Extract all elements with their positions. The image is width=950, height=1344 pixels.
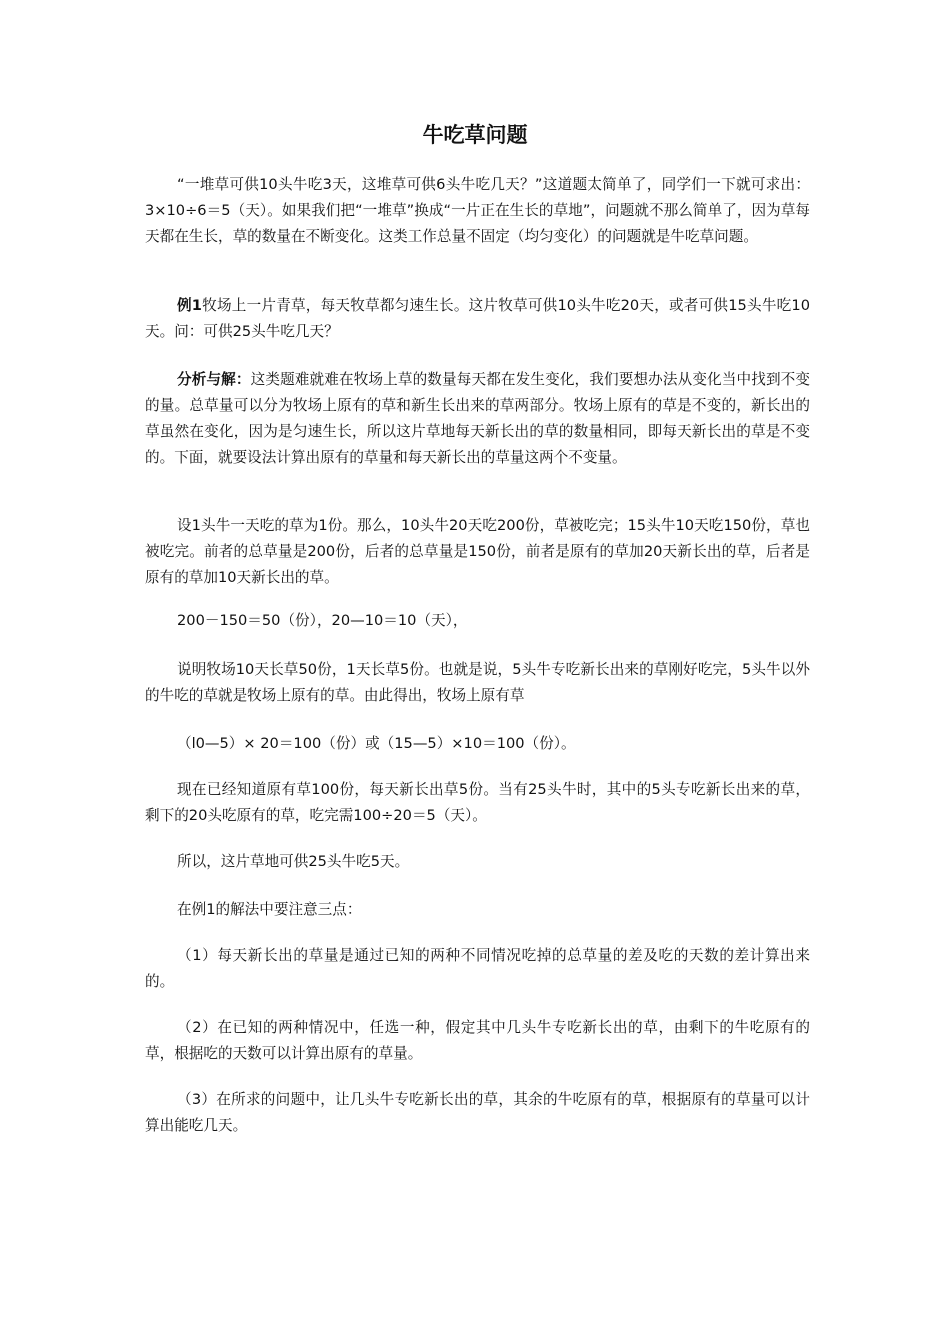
note-item-2: （2）在已知的两种情况中，任选一种，假定其中几头牛专吃新长出的草，由剩下的牛吃原有的草，根据吃的天数可以计算出原有的草量。 bbox=[145, 1019, 810, 1062]
formula1-line: 200－150＝50（份），20—10＝10（天）， bbox=[177, 612, 468, 629]
page-title: 牛吃草问题 bbox=[422, 123, 528, 147]
intro-paragraph: “一堆草可供10头牛吃3天，这堆草可供6头牛吃几天？”这道题太简单了，同学们一下就可求出：3×10÷6＝5（天）。如果我们把“一堆草”换成“一片正在生长的草地”，问题就不那么简单了，因为草每天都在生长，草的数量在不断变化。这类工作总量不固定（均匀变化）的问题就是牛吃草问题。 bbox=[145, 176, 810, 245]
analysis-text: 这类题难就难在牧场上草的数量每天都在发生变化，我们要想办法从变化当中找到不变的量。总草量可以分为牧场上原有的草和新生长出来的草两部分。牧场上原有的草是不变的，新长出的草虽然在变化，因为是匀速生长，所以这片草地每天新长出的草的数量相同，即每天新长出的草是不变的。下面，就要设法计算出原有的草量和每天新长出的草量这两个不变量。 bbox=[145, 371, 810, 466]
example-label: 例1 bbox=[177, 297, 202, 314]
step3-paragraph: 现在已经知道原有草100份，每天新长出草5份。当有25头牛时，其中的5头专吃新长出来的草，剩下的20头吃原有的草，吃完需100÷20＝5（天）。 bbox=[145, 781, 810, 824]
step2-paragraph: 说明牧场10天长草50份，1天长草5份。也就是说，5头牛专吃新长出来的草刚好吃完，5头牛以外的牛吃的草就是牧场上原有的草。由此得出，牧场上原有草 bbox=[145, 661, 810, 704]
conclusion-paragraph: 所以，这片草地可供25头牛吃5天。 bbox=[177, 853, 410, 870]
example-text: 牧场上一片青草，每天牧草都匀速生长。这片牧草可供10头牛吃20天，或者可供15头牛吃10天。问：可供25头牛吃几天？ bbox=[145, 297, 810, 340]
example-paragraph bbox=[145, 293, 810, 345]
notes-intro: 在例1的解法中要注意三点： bbox=[177, 901, 362, 918]
note-item-3: （3）在所求的问题中，让几头牛专吃新长出的草，其余的牛吃原有的草，根据原有的草量可以计算出能吃几天。 bbox=[145, 1091, 810, 1134]
note-item-1: （1）每天新长出的草量是通过已知的两种不同情况吃掉的总草量的差及吃的天数的差计算出来的。 bbox=[145, 947, 810, 990]
analysis-paragraph bbox=[145, 367, 810, 471]
formula2-line: （l0—5）× 20＝100（份）或（15—5）×10＝100（份）。 bbox=[177, 735, 576, 752]
step1-paragraph: 设1头牛一天吃的草为1份。那么，10头牛20天吃200份，草被吃完；15头牛10天吃150份，草也被吃完。前者的总草量是200份，后者的总草量是150份，前者是原有的草加20天新长出的草，后者是原有的草加10天新长出的草。 bbox=[145, 517, 810, 586]
analysis-label: 分析与解： bbox=[177, 371, 251, 388]
